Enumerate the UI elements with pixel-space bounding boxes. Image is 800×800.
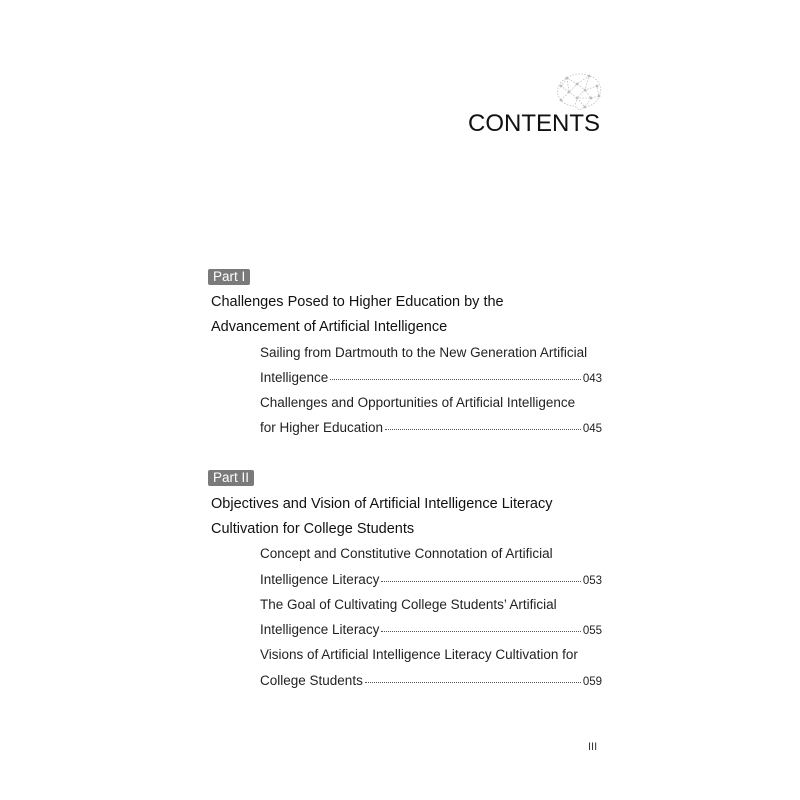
toc-entry-2-line-1: Challenges and Opportunities of Artificial Intelligence [260,395,576,410]
toc-entry-2-page: 045 [582,423,602,435]
part-1-title-line-2: Advancement of Artificial Intelligence [211,319,448,335]
page-number: III [588,741,598,753]
toc-entry-4-line-1: The Goal of Cultivating College Students’ Artificial [260,597,557,612]
page-title: CONTENTS [468,110,600,137]
toc-entry-5-line-2: College Students [260,673,363,688]
toc-entry-1-line-2: Intelligence [260,370,329,385]
toc-entry-4[interactable] [260,622,602,637]
brain-network-icon [553,70,605,114]
part-2-title-line-2: Cultivation for College Students [211,521,415,537]
toc-entry-4-page: 055 [582,625,602,637]
toc-entry-3-line-2: Intelligence Literacy [260,572,380,587]
toc-entry-5-page: 059 [582,676,602,688]
toc-entry-3-line-1: Concept and Constitutive Connotation of Artificial [260,546,553,561]
toc-entry-2-line-2: for Higher Education [260,420,384,435]
dot-leader [381,581,580,582]
toc-entry-1-page: 043 [582,373,602,385]
part-1-badge: Part I [208,269,250,285]
dot-leader [381,631,580,632]
part-2-title-line-1: Objectives and Vision of Artificial Intelligence Literacy [211,496,553,512]
part-1-title-line-1: Challenges Posed to Higher Education by the [211,294,504,310]
dot-leader [385,429,581,430]
dot-leader [365,682,581,683]
toc-entry-4-line-2: Intelligence Literacy [260,622,380,637]
part-2-badge: Part II [208,470,254,486]
dot-leader [330,379,581,380]
toc-entry-1-line-1: Sailing from Dartmouth to the New Generation Artificial [260,345,588,360]
toc-entry-5-line-1: Visions of Artificial Intelligence Literacy Cultivation for [260,647,578,662]
toc-entry-1[interactable] [260,370,602,385]
toc-entry-3[interactable] [260,572,602,587]
toc-entry-5[interactable] [260,673,602,688]
toc-entry-2[interactable] [260,420,602,435]
toc-entry-3-page: 053 [582,575,602,587]
